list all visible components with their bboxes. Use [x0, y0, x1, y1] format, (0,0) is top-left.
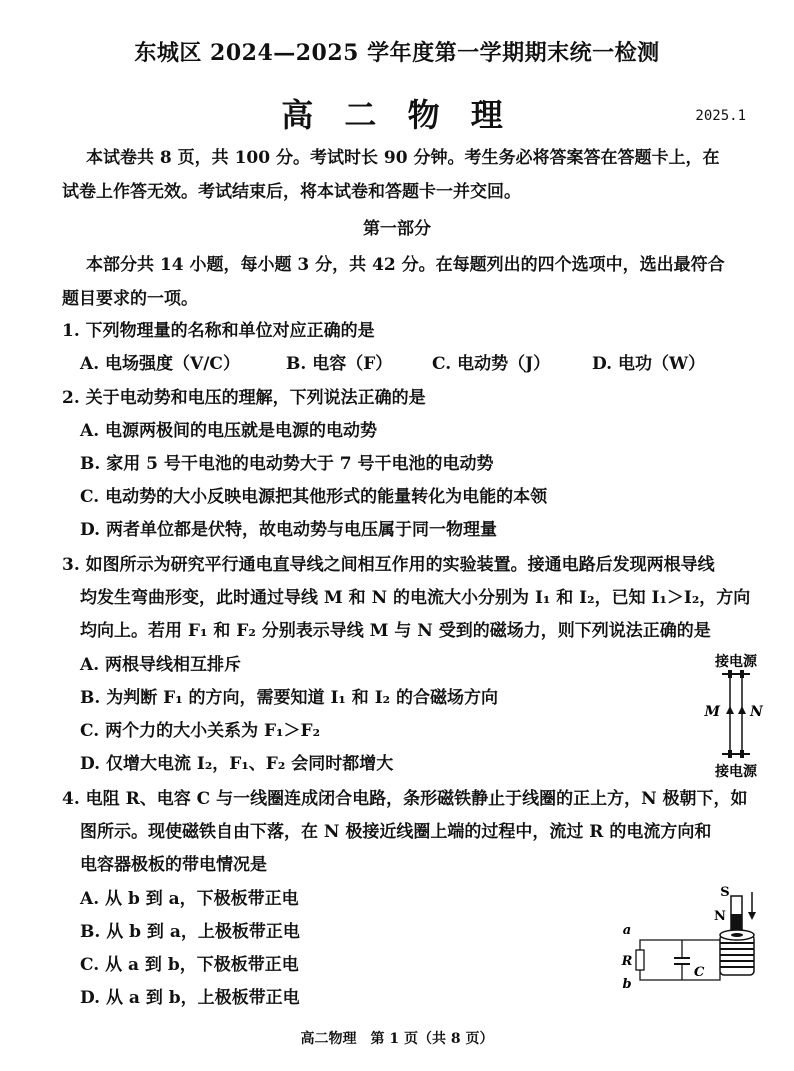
q3-label-n: N [750, 704, 763, 720]
q3-power-bottom-label: 接电源 [715, 764, 757, 780]
section-title: 第一部分 [363, 219, 431, 239]
q3-current-arrow-n [738, 706, 746, 714]
q1-option-a: A. 电场强度（V/C） [80, 354, 240, 374]
q4-wire-top [640, 940, 720, 950]
q3-stem-line-1: 3. 如图所示为研究平行通电直导线之间相互作用的实验装置。接通电路后发现两根导线 [62, 555, 715, 575]
q4-option-d: D. 从 a 到 b，上极板带正电 [80, 988, 300, 1008]
q2-option-a: A. 电源两极间的电压就是电源的电动势 [80, 421, 378, 441]
q2-option-d: D. 两者单位都是伏特，故电动势与电压属于同一物理量 [80, 520, 497, 540]
q3-wire-figure [686, 650, 786, 780]
section-desc-line-2: 题目要求的一项。 [62, 289, 198, 309]
q4-option-c: C. 从 a 到 b，下极板带正电 [80, 955, 299, 975]
q3-label-m: M [704, 704, 720, 720]
q3-stem-line-3: 均向上。若用 F₁ 和 F₂ 分别表示导线 M 与 N 受到的磁场力，则下列说法正确的是 [80, 621, 711, 641]
exam-date: 2025.1 [695, 108, 746, 124]
q3-option-b: B. 为判断 F₁ 的方向，需要知道 I₁ 和 I₂ 的合磁场方向 [80, 688, 499, 708]
subject-title: 高 二 物 理 [281, 96, 513, 134]
q1-option-d: D. 电功（W） [592, 354, 706, 374]
instructions-line-2: 试卷上作答无效。考试结束后，将本试卷和答题卡一并交回。 [62, 182, 521, 202]
q3-bottom-clamp-m [728, 750, 732, 758]
q4-stem-line-2: 图所示。现使磁铁自由下落，在 N 极接近线圈上端的过程中，流过 R 的电流方向和 [80, 822, 712, 842]
q4-stem-line-3: 电容器极板的带电情况是 [80, 855, 267, 875]
q4-resistor [636, 950, 644, 970]
q1-stem: 1. 下列物理量的名称和单位对应正确的是 [62, 321, 375, 341]
q1-option-c: C. 电动势（J） [432, 354, 551, 374]
q4-label-n: N [714, 909, 726, 924]
q1-option-b: B. 电容（F） [286, 354, 393, 374]
q3-option-c: C. 两个力的大小关系为 F₁＞F₂ [80, 721, 321, 741]
q3-bottom-clamp-n [740, 750, 744, 758]
q4-label-c: C [694, 965, 705, 980]
q4-wire-bottom [640, 970, 720, 980]
q4-label-r: R [621, 954, 633, 969]
q4-label-b: b [622, 977, 632, 992]
section-desc-line-1: 本部分共 14 小题，每小题 3 分，共 42 分。在每题列出的四个选项中，选出最符合 [86, 255, 725, 275]
q4-fall-arrow-icon [748, 912, 756, 920]
q3-stem-line-2: 均发生弯曲形变，此时通过导线 M 和 N 的电流大小分别为 I₁ 和 I₂，已知 I₁＞I₂，方向 [80, 588, 751, 608]
q2-option-c: C. 电动势的大小反映电源把其他形式的能量转化为电能的本领 [80, 487, 548, 507]
q4-coil-core [731, 933, 743, 937]
exam-title: 东城区 2024—2025 学年度第一学期期末统一检测 [134, 40, 660, 66]
q3-option-d: D. 仅增大电流 I₂，F₁、F₂ 会同时都增大 [80, 754, 394, 774]
q3-current-arrow-m [726, 706, 734, 714]
page-footer: 高二物理 第 1 页（共 8 页） [300, 1031, 494, 1047]
q4-label-s: S [720, 885, 730, 900]
q4-option-a: A. 从 b 到 a，下极板带正电 [80, 889, 299, 909]
q4-option-b: B. 从 b 到 a，上极板带正电 [80, 922, 300, 942]
q3-power-top-label: 接电源 [715, 654, 757, 670]
instructions-line-1: 本试卷共 8 页，共 100 分。考试时长 90 分钟。考生务必将答案答在答题卡上，在 [86, 148, 720, 168]
q4-circuit-figure [610, 880, 780, 992]
q2-option-b: B. 家用 5 号干电池的电动势大于 7 号干电池的电动势 [80, 454, 494, 474]
q4-label-a: a [622, 923, 632, 938]
q3-option-a: A. 两根导线相互排斥 [80, 655, 242, 675]
q4-stem-line-1: 4. 电阻 R、电容 C 与一线圈连成闭合电路，条形磁铁静止于线圈的正上方，N 极朝下，如 [62, 789, 748, 809]
q2-stem: 2. 关于电动势和电压的理解，下列说法正确的是 [62, 388, 426, 408]
